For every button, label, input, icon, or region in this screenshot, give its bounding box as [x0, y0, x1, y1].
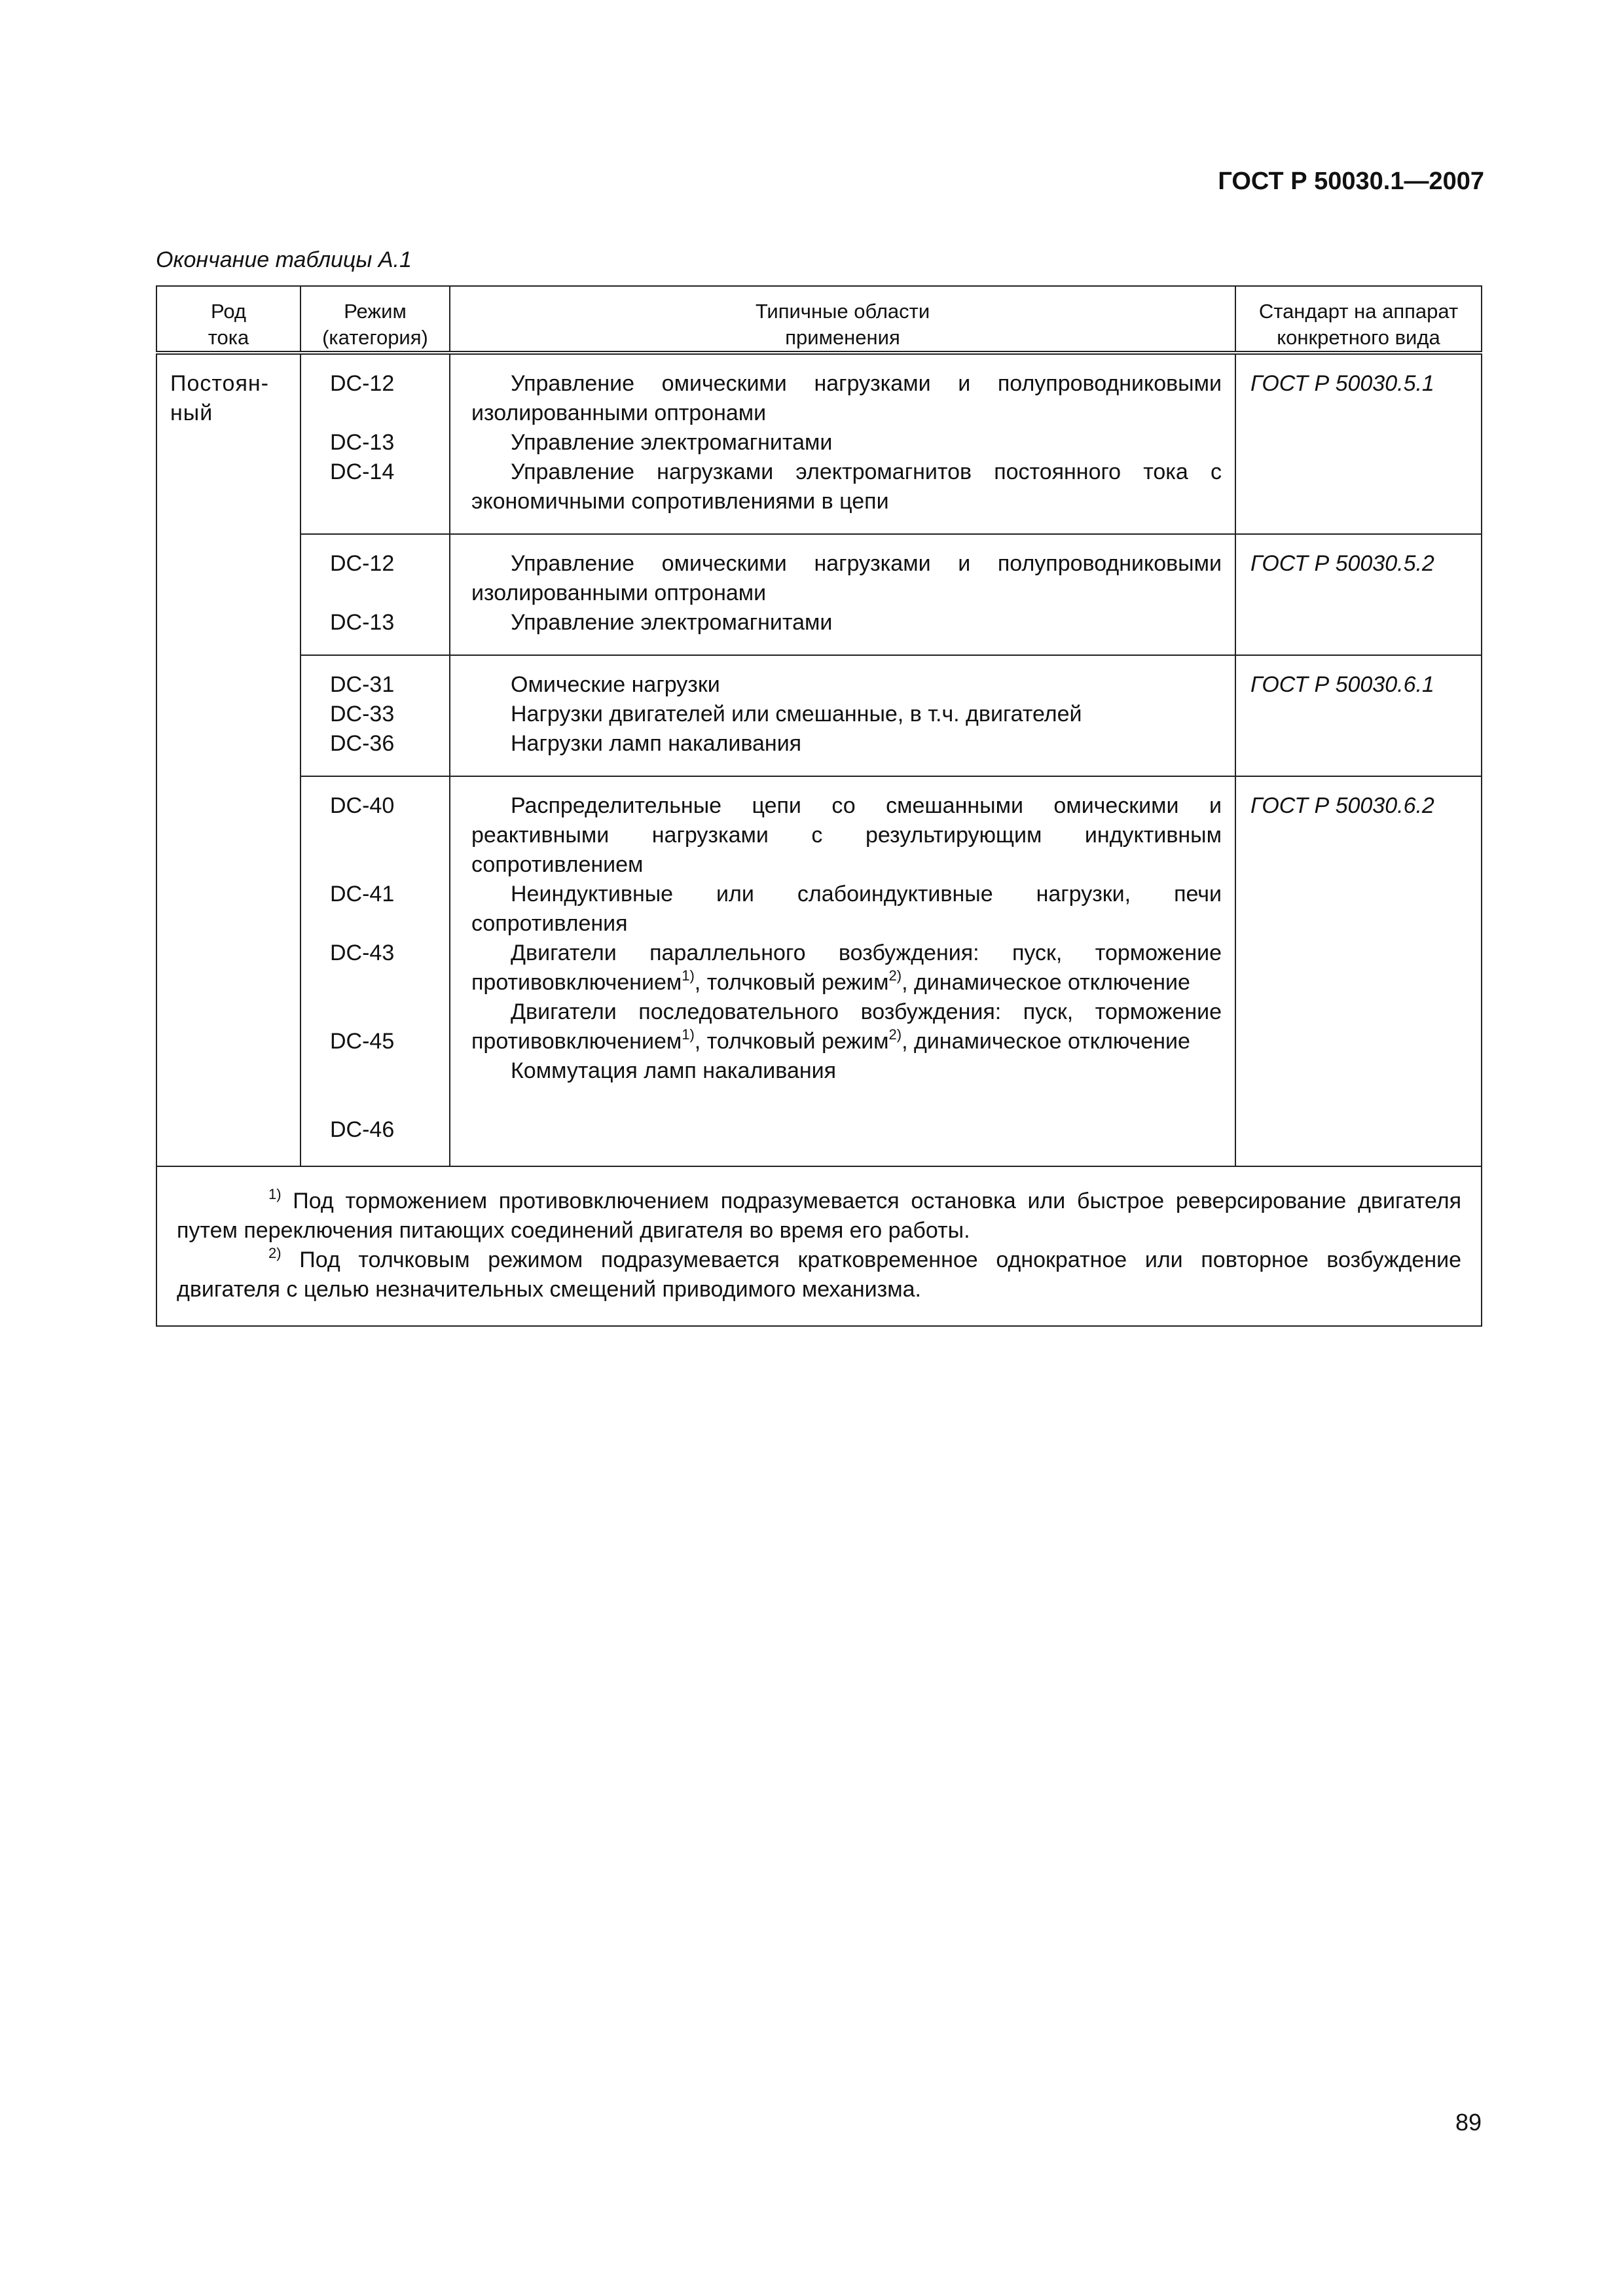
application-text: [471, 997, 1222, 1056]
footnote: [177, 1246, 1461, 1304]
footnote-marker: 1): [268, 1186, 282, 1202]
mode-code: DC-14: [330, 459, 395, 484]
mode-code: DC-13: [330, 430, 395, 455]
footnote-ref: 2): [888, 1026, 902, 1043]
page-number: 89: [1455, 2109, 1482, 2136]
footnote-text: Под толчковым режимом подразумевается кратковременное однократное или повторное возбуждение двигателя с целью незначительных смещений приводимого механизма.: [177, 1247, 1461, 1302]
application-text: Нагрузки двигателей или смешанные, в т.ч. двигателей: [511, 702, 1082, 726]
application-text: Неиндуктивные или слабоиндуктивные нагрузки, печи сопротивления: [471, 882, 1222, 936]
mode-code: DC-31: [330, 672, 395, 697]
standard-ref: ГОСТ Р 50030.5.2: [1250, 551, 1434, 576]
application-text: Управление электромагнитами: [511, 430, 833, 455]
footnote-ref: 1): [682, 1026, 695, 1043]
footnote-marker: 2): [268, 1245, 282, 1261]
application-text: Коммутация ламп накаливания: [511, 1058, 837, 1083]
mode-code: DC-43: [330, 941, 395, 965]
table-row: [156, 534, 1482, 655]
table-row: [156, 655, 1482, 776]
col-header-mode: [301, 286, 450, 353]
mode-code: DC-12: [330, 551, 395, 576]
table-header-row: [156, 286, 1482, 353]
mode-code: DC-12: [330, 371, 395, 396]
mode-cell: [301, 655, 450, 776]
header-line: Род: [211, 300, 246, 323]
applications-cell: [450, 655, 1235, 776]
standard-cell: [1235, 776, 1482, 1166]
standard-cell: [1235, 534, 1482, 655]
application-text: Нагрузки ламп накаливания: [511, 731, 802, 756]
header-line: Типичные области: [755, 300, 930, 323]
table-row: [156, 353, 1482, 534]
current-kind-line: ный: [170, 401, 213, 425]
mode-cell: [301, 353, 450, 534]
header-line: Режим: [344, 300, 407, 323]
footnote-ref: 2): [888, 967, 902, 984]
header-line: тока: [208, 326, 249, 349]
application-text: Управление нагрузками электромагнитов постоянного тока с экономичными сопротивлениями в цепи: [471, 459, 1222, 514]
applications-cell: [450, 534, 1235, 655]
text-part: , динамическое отключение: [902, 970, 1190, 995]
header-line: (категория): [322, 326, 428, 349]
text-part: Двигатели параллельного возбуждения: пуск, торможение противовключением: [471, 941, 1222, 995]
header-line: Стандарт на аппарат: [1258, 300, 1459, 323]
table-row: [156, 776, 1482, 1166]
text-part: , динамическое отключение: [902, 1029, 1190, 1054]
header-line: конкретного вида: [1277, 326, 1440, 349]
application-text: Омические нагрузки: [511, 672, 720, 697]
document-code: ГОСТ Р 50030.1—2007: [1218, 168, 1484, 195]
text-part: Двигатели последовательного возбуждения: пуск, торможение противовключением: [471, 999, 1222, 1054]
mode-code: DC-40: [330, 793, 395, 818]
application-text: Управление омическими нагрузками и полупроводниковыми изолированными оптронами: [471, 371, 1222, 425]
applications-cell: [450, 353, 1235, 534]
col-header-standard: [1235, 286, 1482, 353]
header-line: применения: [785, 326, 900, 349]
standard-ref: ГОСТ Р 50030.6.1: [1250, 672, 1434, 697]
current-kind-cell: [156, 353, 301, 1166]
application-text: Управление электромагнитами: [511, 610, 833, 635]
mode-code: DC-46: [330, 1117, 395, 1142]
footnote: [177, 1187, 1461, 1246]
text-part: , толчковый режим: [694, 970, 889, 995]
mode-code: DC-36: [330, 731, 395, 756]
current-kind-line: Постоян-: [170, 371, 269, 396]
standard-ref: ГОСТ Р 50030.6.2: [1250, 793, 1434, 818]
application-text: Управление омическими нагрузками и полупроводниковыми изолированными оптронами: [471, 551, 1222, 605]
col-header-current-kind: [156, 286, 301, 353]
table-a1: [156, 285, 1482, 1327]
col-header-applications: [450, 286, 1235, 353]
standard-ref: ГОСТ Р 50030.5.1: [1250, 371, 1434, 396]
mode-cell: [301, 534, 450, 655]
standard-cell: [1235, 353, 1482, 534]
mode-code: DC-33: [330, 702, 395, 726]
mode-cell: [301, 776, 450, 1166]
application-text: [471, 939, 1222, 997]
mode-code: DC-45: [330, 1029, 395, 1054]
table-caption: Окончание таблицы А.1: [156, 247, 412, 272]
standard-cell: [1235, 655, 1482, 776]
mode-code: DC-13: [330, 610, 395, 635]
footnotes-row: [156, 1166, 1482, 1326]
application-text: Распределительные цепи со смешанными омическими и реактивными нагрузками с результирующим индуктивным сопротивлением: [471, 793, 1222, 877]
text-part: , толчковый режим: [694, 1029, 889, 1054]
mode-code: DC-41: [330, 882, 395, 906]
applications-cell: [450, 776, 1235, 1166]
footnotes-cell: [156, 1166, 1482, 1326]
footnote-text: Под торможением противовключением подразумевается остановка или быстрое реверсирование двигателя путем переключения питающих соединений двигателя во время его работы.: [177, 1189, 1461, 1243]
footnote-ref: 1): [682, 967, 695, 984]
